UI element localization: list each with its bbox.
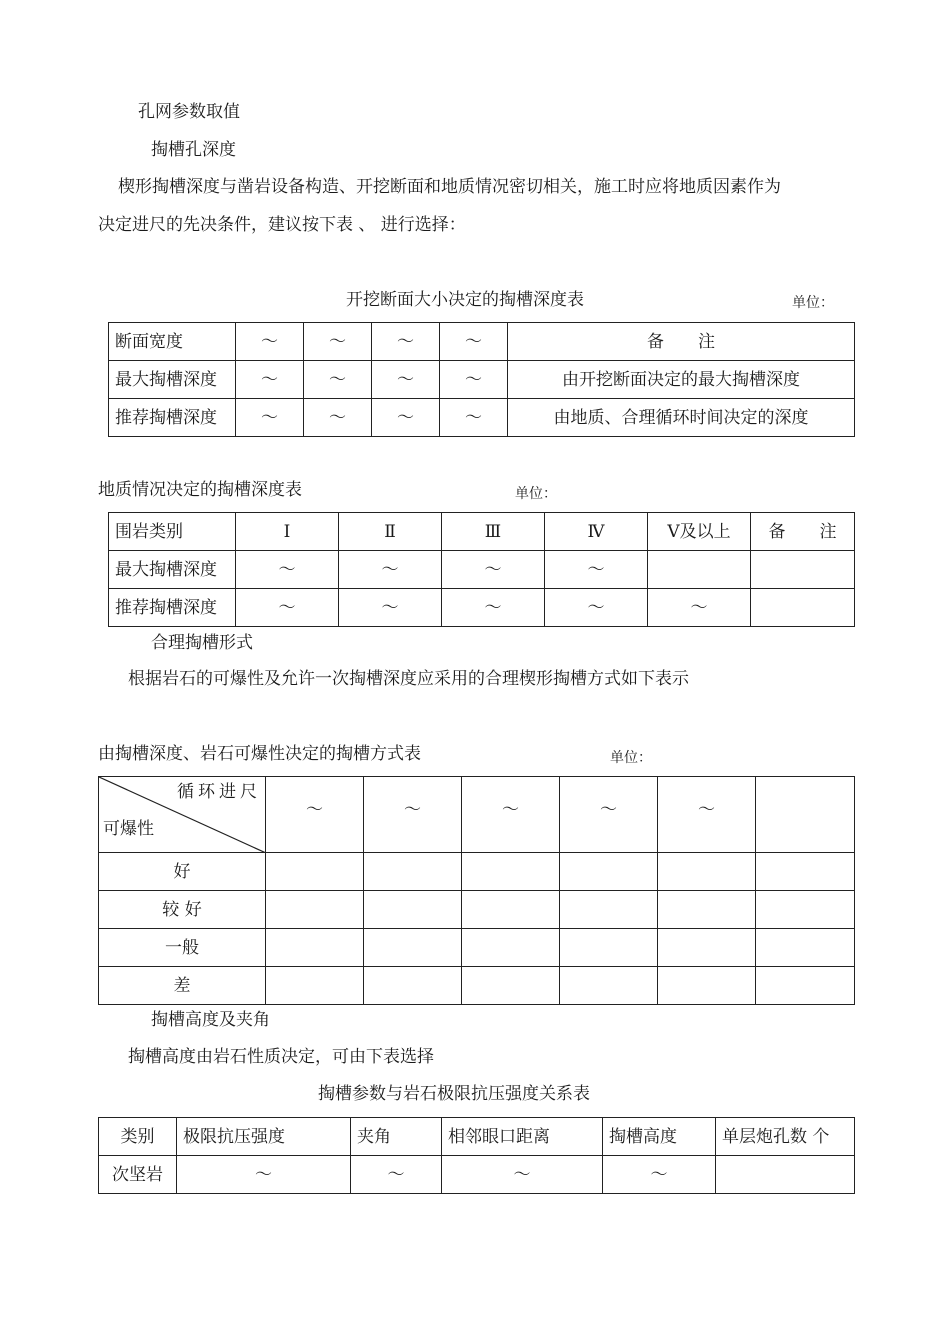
table-cell: ～: [442, 1156, 603, 1194]
table-row: [99, 967, 855, 1005]
table-cell: ～: [339, 589, 442, 627]
table-row: [99, 853, 855, 891]
table4-title: 掏槽参数与岩石极限抗压强度关系表: [318, 1084, 590, 1104]
table-header-cell: ～: [658, 777, 756, 853]
table-header-cell: ～: [266, 777, 364, 853]
paragraph-line: 楔形掏槽深度与凿岩设备构造、开挖断面和地质情况密切相关，施工时应将地质因素作为: [118, 177, 781, 197]
table3: [98, 776, 855, 1005]
table-header-cell: Ⅳ: [545, 513, 648, 551]
corner-label-blastability: 可爆性: [103, 819, 154, 839]
table-cell: [266, 891, 364, 929]
table-cell: [658, 891, 756, 929]
table-cell: [756, 891, 855, 929]
table-header-row: [99, 1118, 855, 1156]
table3-title: 由掏槽深度、岩石可爆性决定的掏槽方式表: [98, 744, 421, 764]
paragraph-line: 根据岩石的可爆性及允许一次掏槽深度应采用的合理楔形掏槽方式如下表示: [128, 669, 689, 689]
table-cell: 一般: [99, 929, 266, 967]
table-cell: [560, 891, 658, 929]
paragraph-line: 掏槽高度由岩石性质决定，可由下表选择: [128, 1047, 434, 1067]
table-cell: [462, 967, 560, 1005]
table-cell: [658, 967, 756, 1005]
table-cell: ～: [304, 323, 372, 361]
table-cell: ～: [339, 551, 442, 589]
table-row: [99, 891, 855, 929]
table-header-cell: [756, 777, 855, 853]
table1-title: 开挖断面大小决定的掏槽深度表: [346, 290, 584, 310]
table-cell: 最大掏槽深度: [109, 361, 236, 399]
table-row: [109, 323, 855, 361]
table-header-cell: 掏槽高度: [603, 1118, 716, 1156]
table-cell: 推荐掏槽深度: [109, 399, 236, 437]
table-row: [99, 929, 855, 967]
table-header-cell: Ⅰ: [236, 513, 339, 551]
table-cell: ～: [648, 589, 751, 627]
table-cell: 最大掏槽深度: [109, 551, 236, 589]
table-header-cell: Ⅲ: [442, 513, 545, 551]
table-cell: 推荐掏槽深度: [109, 589, 236, 627]
diagonal-header-cell: [99, 777, 266, 853]
table-cell: ～: [372, 399, 440, 437]
table-cell: [560, 853, 658, 891]
table-cell: ～: [372, 323, 440, 361]
table-cell: [266, 853, 364, 891]
table-row: [109, 551, 855, 589]
table-header-cell: ～: [560, 777, 658, 853]
table-cell: ～: [440, 399, 508, 437]
table-cell: [756, 853, 855, 891]
table-row: [109, 399, 855, 437]
table-cell: [364, 853, 462, 891]
table-cell: ～: [304, 399, 372, 437]
table-header-cell: 相邻眼口距离: [442, 1118, 603, 1156]
table-cell: [462, 929, 560, 967]
table-cell: ～: [236, 361, 304, 399]
heading-cut-height: 掏槽高度及夹角: [151, 1010, 270, 1030]
table-cell: ～: [440, 361, 508, 399]
table-cell: ～: [440, 323, 508, 361]
table-cell: [364, 891, 462, 929]
heading-cut-form: 合理掏槽形式: [151, 633, 253, 653]
table-cell: [560, 929, 658, 967]
table-cell: [756, 929, 855, 967]
table-cell: ～: [177, 1156, 351, 1194]
table-cell: [751, 589, 855, 627]
table-cell: [560, 967, 658, 1005]
table-cell: ～: [236, 551, 339, 589]
table-cell: 备 注: [508, 323, 855, 361]
table-cell: ～: [442, 589, 545, 627]
table2-unit: 单位：: [515, 486, 557, 502]
table-cell: 由地质、合理循环时间决定的深度: [508, 399, 855, 437]
table-cell: [462, 853, 560, 891]
table-cell: ～: [545, 551, 648, 589]
table-cell: [266, 967, 364, 1005]
table-cell: [756, 967, 855, 1005]
table1: [108, 322, 855, 437]
table-cell: ～: [372, 361, 440, 399]
table-header-cell: 围岩类别: [109, 513, 236, 551]
table-cell: ～: [236, 399, 304, 437]
table-cell: 好: [99, 853, 266, 891]
heading-cut-depth: 掏槽孔深度: [151, 140, 236, 160]
table-row: [99, 1156, 855, 1194]
table-header-cell: 备 注: [751, 513, 855, 551]
table-cell: ～: [236, 589, 339, 627]
table-header-row: [99, 777, 855, 853]
table-cell: [364, 929, 462, 967]
table4: [98, 1117, 855, 1194]
table-cell: ～: [236, 323, 304, 361]
table3-unit: 单位：: [610, 750, 652, 766]
table-cell: [648, 551, 751, 589]
table-cell: [751, 551, 855, 589]
table-cell: ～: [351, 1156, 442, 1194]
table1-unit: 单位：: [792, 295, 834, 311]
table-cell: ～: [603, 1156, 716, 1194]
table-cell: [658, 929, 756, 967]
table-cell: [716, 1156, 855, 1194]
table2-title: 地质情况决定的掏槽深度表: [98, 480, 302, 500]
table-header-cell: Ⅴ及以上: [648, 513, 751, 551]
paragraph-line: 决定进尺的先决条件，建议按下表 、 进行选择：: [98, 215, 466, 235]
table-row: [109, 361, 855, 399]
table-cell: 较 好: [99, 891, 266, 929]
table-cell: [658, 853, 756, 891]
table-header-cell: 类别: [99, 1118, 177, 1156]
table-cell: ～: [442, 551, 545, 589]
table-cell: [462, 891, 560, 929]
table-cell: 次坚岩: [99, 1156, 177, 1194]
table-cell: 断面宽度: [109, 323, 236, 361]
table-cell: ～: [545, 589, 648, 627]
heading-hole-params: 孔网参数取值: [138, 102, 240, 122]
table-cell: ～: [304, 361, 372, 399]
table-header-row: [109, 513, 855, 551]
table-row: [109, 589, 855, 627]
table-header-cell: ～: [364, 777, 462, 853]
table-header-cell: 夹角: [351, 1118, 442, 1156]
table-header-cell: ～: [462, 777, 560, 853]
table2: [108, 512, 855, 627]
corner-label-cycle: 循环进尺: [177, 782, 261, 802]
table-cell: 差: [99, 967, 266, 1005]
table-cell: [266, 929, 364, 967]
table-header-cell: 极限抗压强度: [177, 1118, 351, 1156]
table-cell: 由开挖断面决定的最大掏槽深度: [508, 361, 855, 399]
table-cell: [364, 967, 462, 1005]
table-header-cell: 单层炮孔数 个: [716, 1118, 855, 1156]
table-header-cell: Ⅱ: [339, 513, 442, 551]
